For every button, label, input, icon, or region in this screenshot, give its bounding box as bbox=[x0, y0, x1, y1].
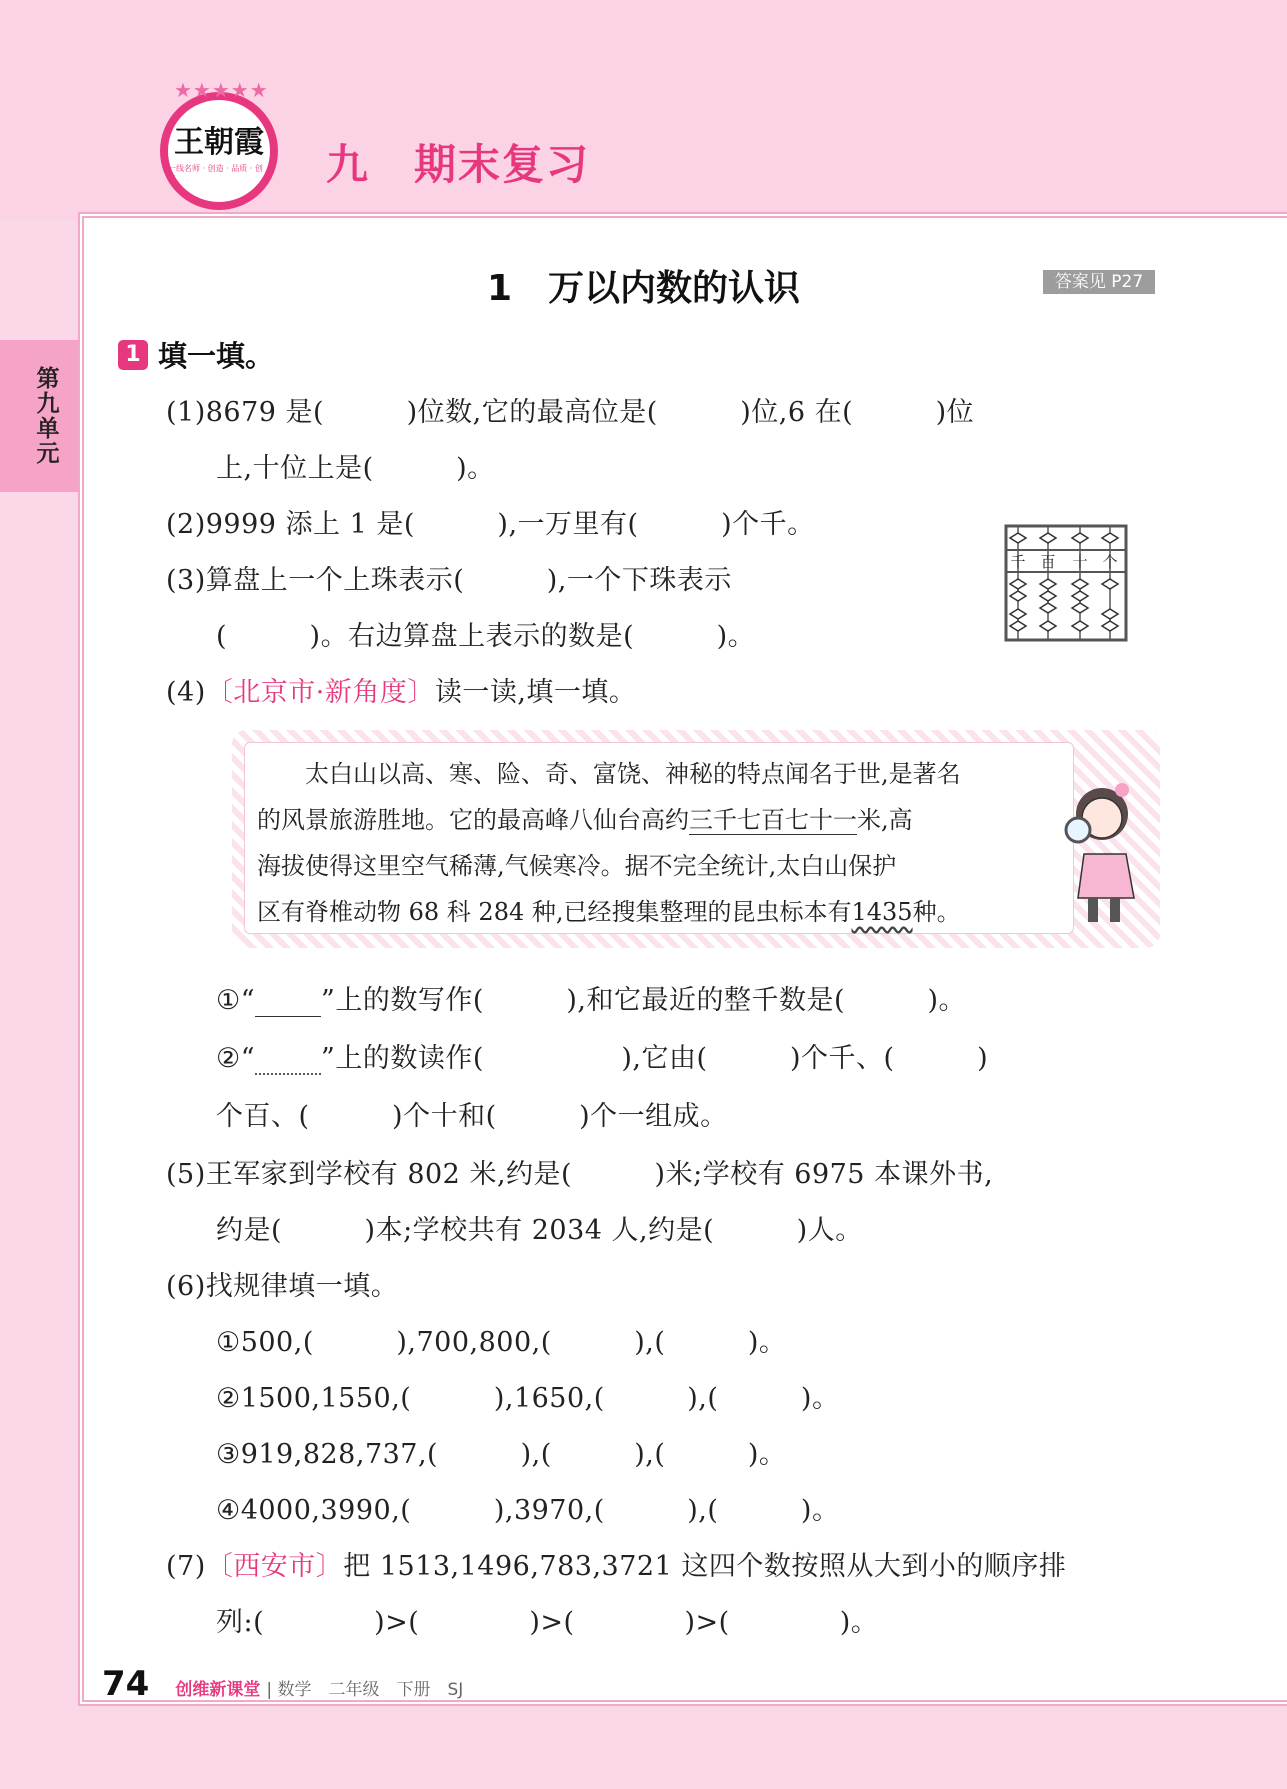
q7-line1: (7)〔西安市〕把 1513,1496,783,3721 这四个数按照从大到小的顺序排 bbox=[166, 1551, 1067, 1582]
underlined-number: 三千七百七十一 bbox=[689, 806, 857, 834]
abacus-upper-bead bbox=[1040, 533, 1056, 543]
abacus-lower-bead bbox=[1040, 603, 1056, 613]
abacus-label-tens: 十 bbox=[1072, 553, 1088, 571]
q7-line2: 列:( )>( )>( )>( )。 bbox=[216, 1607, 879, 1638]
q4-sub1: ①“ ”上的数写作( ),和它最近的整千数是( )。 bbox=[216, 985, 967, 1016]
passage-line-3: 海拔使得这里空气稀薄,气候寒冷。据不完全统计,太白山保护 bbox=[257, 852, 897, 880]
abacus-upper-bead bbox=[1102, 533, 1118, 543]
abacus-lower-bead bbox=[1040, 621, 1056, 631]
q4-line bbox=[166, 670, 636, 709]
answer-blank-underline[interactable] bbox=[255, 992, 321, 1017]
logo-subtitle: 一线名师 · 创造 · 品质 · 创新 bbox=[168, 164, 263, 184]
magnifier-glass bbox=[1066, 818, 1090, 842]
q6-sequence-3: ③919,828,737,( ),( ),( )。 bbox=[216, 1439, 787, 1470]
girl-bow bbox=[1115, 783, 1129, 797]
q4-instruction: 读一读,填一填。 bbox=[434, 677, 637, 708]
abacus-lower-bead bbox=[1010, 591, 1026, 601]
girl-leg bbox=[1088, 898, 1098, 922]
q6-sequence-1: ①500,( ),700,800,( ),( )。 bbox=[216, 1327, 787, 1358]
answer-reference-badge: 答案见 P27 bbox=[1043, 270, 1155, 294]
q1-line2: 上,十位上是( )。 bbox=[216, 453, 495, 484]
girl-illustration bbox=[1064, 774, 1148, 926]
passage-line-1: 太白山以高、寒、险、奇、富饶、神秘的特点闻名于世,是著名 bbox=[257, 760, 961, 788]
abacus-lower-bead bbox=[1072, 579, 1088, 589]
section-title: 填一填。 bbox=[158, 339, 275, 373]
abacus-lower-bead bbox=[1072, 591, 1088, 601]
reading-passage-box bbox=[232, 730, 1160, 948]
answer-blank-wavy[interactable] bbox=[255, 1049, 321, 1075]
passage-line-2: 的风景旅游胜地。它的最高峰八仙台高约三千七百七十一米,高 bbox=[257, 806, 913, 834]
brand-logo bbox=[160, 78, 278, 210]
q3-line2: ( )。右边算盘上表示的数是( )。 bbox=[216, 621, 756, 652]
q6-title: (6)找规律填一填。 bbox=[166, 1271, 399, 1302]
abacus-figure bbox=[1004, 522, 1128, 644]
q6-sequence-2: ②1500,1550,( ),1650,( ),( )。 bbox=[216, 1383, 840, 1414]
unit-title: 九 期末复习 bbox=[326, 140, 591, 189]
abacus-label-thousands: 千 bbox=[1010, 553, 1026, 571]
q5-line2: 约是( )本;学校共有 2034 人,约是( )人。 bbox=[216, 1215, 863, 1246]
footer-book-info: | 数学 二年级 下册 SJ bbox=[266, 1680, 464, 1700]
q1-line1: (1)8679 是( )位数,它的最高位是( )位,6 在( )位 bbox=[166, 397, 975, 428]
footer-brand: 创维新课堂 bbox=[175, 1680, 261, 1700]
abacus-lower-bead bbox=[1072, 603, 1088, 613]
q4-source-tag: 〔北京市·新角度〕 bbox=[205, 677, 435, 708]
q4-sub2-line2: 个百、( )个十和( )个一组成。 bbox=[216, 1101, 728, 1132]
q5-line1: (5)王军家到学校有 802 米,约是( )米;学校有 6975 本课外书, bbox=[166, 1159, 994, 1190]
abacus-lower-bead bbox=[1102, 609, 1118, 619]
abacus-lower-bead bbox=[1072, 621, 1088, 631]
abacus-lower-bead bbox=[1102, 579, 1118, 589]
section-heading bbox=[118, 334, 274, 375]
lesson-title: 1 万以内数的认识 bbox=[486, 268, 801, 309]
girl-leg bbox=[1110, 898, 1120, 922]
abacus-lower-bead bbox=[1010, 609, 1026, 619]
logo-text: 王朝霞 bbox=[174, 125, 264, 160]
q4-prefix: (4) bbox=[166, 677, 206, 708]
abacus-upper-bead bbox=[1072, 533, 1088, 543]
section-number: 1 bbox=[118, 340, 148, 370]
abacus-lower-bead bbox=[1010, 579, 1026, 589]
wavy-underlined-number: 1435 bbox=[851, 898, 913, 926]
page-footer bbox=[102, 1664, 463, 1704]
abacus-lower-bead bbox=[1040, 579, 1056, 589]
q7-source-tag: 〔西安市〕 bbox=[205, 1551, 344, 1582]
abacus-lower-bead bbox=[1010, 621, 1026, 631]
abacus-label-ones: 个 bbox=[1102, 553, 1118, 571]
content-paper bbox=[78, 212, 1287, 1706]
q3-line1: (3)算盘上一个上珠表示( ),一个下珠表示 bbox=[166, 565, 732, 596]
reading-passage bbox=[244, 742, 1074, 934]
q2-line: (2)9999 添上 1 是( ),一万里有( )个千。 bbox=[166, 509, 815, 540]
abacus-lower-bead bbox=[1102, 621, 1118, 631]
passage-line-4: 区有脊椎动物 68 科 284 种,已经搜集整理的昆虫标本有1435种。 bbox=[257, 898, 961, 926]
abacus-upper-bead bbox=[1010, 533, 1026, 543]
q6-sequence-4: ④4000,3990,( ),3970,( ),( )。 bbox=[216, 1495, 840, 1526]
side-tab-label: 第九单元 bbox=[32, 366, 59, 466]
abacus-label-hundreds: 百 bbox=[1040, 553, 1056, 571]
page-number: 74 bbox=[102, 1664, 150, 1704]
abacus-lower-bead bbox=[1040, 591, 1056, 601]
q4-sub2: ②“ ”上的数读作( ),它由( )个千、( ) bbox=[216, 1043, 989, 1074]
logo-stars: ★★★★★ bbox=[174, 78, 269, 102]
girl-dress bbox=[1078, 854, 1134, 898]
